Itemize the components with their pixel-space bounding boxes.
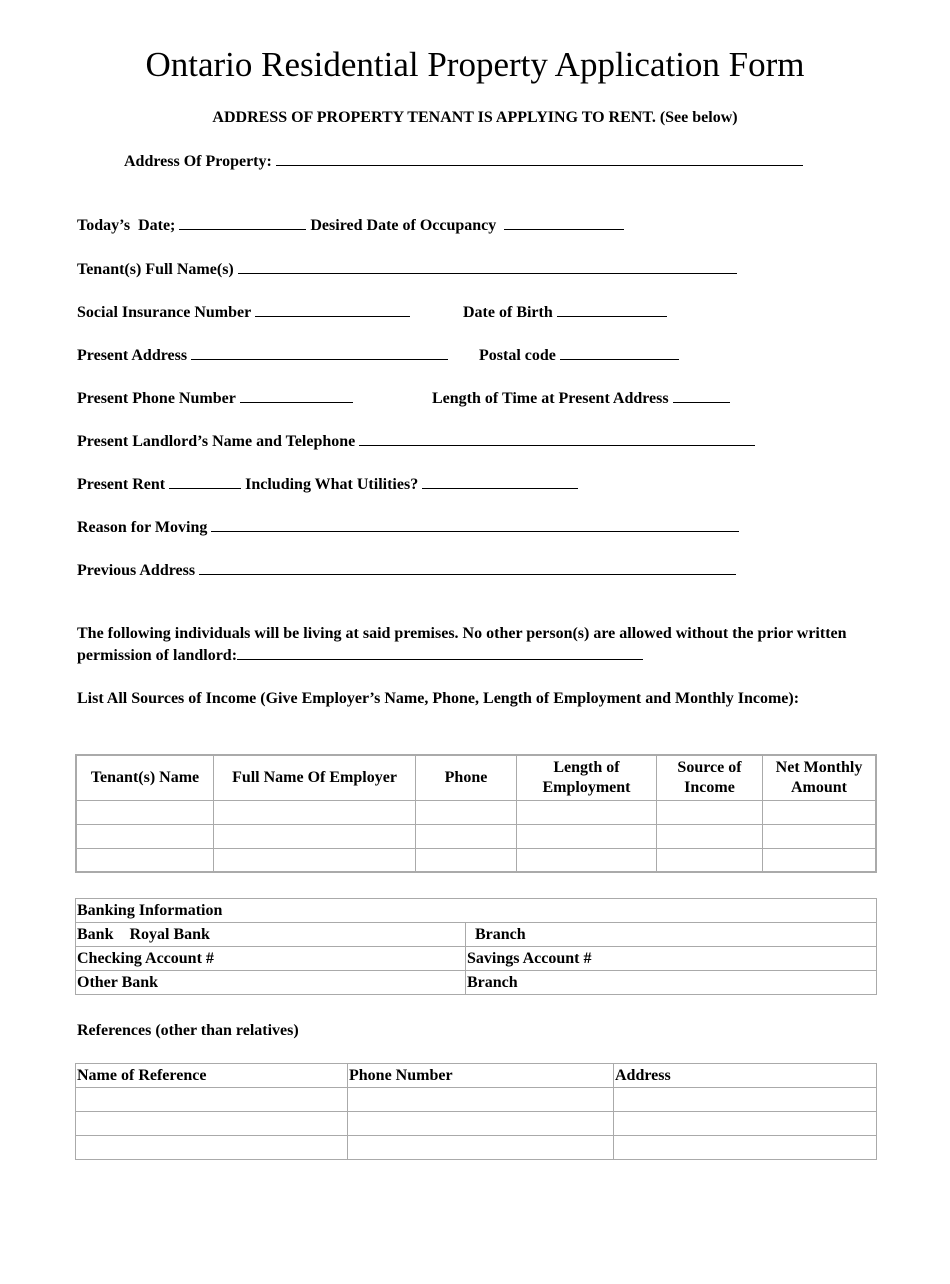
table-cell[interactable] xyxy=(657,800,763,824)
present-address-row xyxy=(77,346,448,366)
postal-code-row xyxy=(479,346,679,366)
sin-dob-row xyxy=(77,303,410,323)
references-table xyxy=(75,1063,877,1160)
desired-date-field[interactable] xyxy=(504,216,624,230)
landlord-label: Present Landlord’s Name and Telephone xyxy=(77,433,356,450)
savings-label: Savings Account # xyxy=(467,950,592,967)
reason-moving-row xyxy=(77,518,739,538)
banking-table xyxy=(75,898,877,995)
table-row xyxy=(76,1088,877,1112)
present-rent-field[interactable] xyxy=(169,475,241,489)
income-header-tenant: Tenant(s) Name xyxy=(76,755,214,800)
occupants-paragraph xyxy=(77,623,877,667)
tenant-names-row xyxy=(77,260,737,280)
desired-date-label: Desired Date of Occupancy xyxy=(310,217,497,234)
branch-label: Branch xyxy=(475,926,526,943)
table-cell[interactable] xyxy=(657,824,763,848)
checking-cell[interactable] xyxy=(76,947,466,971)
table-cell[interactable] xyxy=(614,1112,877,1136)
todays-date-field[interactable] xyxy=(179,216,306,230)
table-row xyxy=(76,800,876,824)
postal-code-label: Postal code xyxy=(479,347,556,364)
ref-header-name: Name of Reference xyxy=(76,1064,348,1088)
sin-field[interactable] xyxy=(255,303,410,317)
savings-cell[interactable] xyxy=(466,947,877,971)
tenant-names-label: Tenant(s) Full Name(s) xyxy=(77,261,234,278)
table-row xyxy=(76,824,876,848)
table-cell[interactable] xyxy=(763,824,877,848)
address-of-property-field[interactable] xyxy=(276,152,803,166)
income-table-header-row xyxy=(76,755,876,800)
bank-value: Royal Bank xyxy=(129,926,210,943)
table-cell[interactable] xyxy=(76,1112,348,1136)
table-cell[interactable] xyxy=(214,824,416,848)
other-bank-cell[interactable] xyxy=(76,971,466,995)
todays-date-label: Today’s Date; xyxy=(77,217,176,234)
occupants-field[interactable] xyxy=(237,646,643,660)
table-cell[interactable] xyxy=(76,848,214,872)
table-cell[interactable] xyxy=(416,800,517,824)
previous-address-label: Previous Address xyxy=(77,562,196,579)
table-cell[interactable] xyxy=(517,800,657,824)
income-header-phone: Phone xyxy=(416,755,517,800)
table-row xyxy=(76,1112,877,1136)
present-phone-field[interactable] xyxy=(240,389,353,403)
previous-address-field[interactable] xyxy=(199,561,736,575)
table-cell[interactable] xyxy=(348,1112,614,1136)
dob-row xyxy=(463,303,667,323)
income-header-employer: Full Name Of Employer xyxy=(214,755,416,800)
bank-cell[interactable] xyxy=(76,923,466,947)
present-address-label: Present Address xyxy=(77,347,188,364)
address-of-property-label: Address Of Property: xyxy=(124,153,272,170)
table-cell[interactable] xyxy=(657,848,763,872)
table-cell[interactable] xyxy=(416,848,517,872)
table-cell[interactable] xyxy=(76,800,214,824)
reason-moving-field[interactable] xyxy=(211,518,739,532)
dates-row xyxy=(77,216,624,236)
address-of-property-row xyxy=(124,152,803,172)
income-header-length: Length of Employment xyxy=(517,755,657,800)
other-bank-row xyxy=(76,971,877,995)
rent-row xyxy=(77,475,578,495)
branch-cell[interactable] xyxy=(466,923,877,947)
page-subtitle: ADDRESS OF PROPERTY TENANT IS APPLYING TO RENT. (See below) xyxy=(212,109,738,126)
table-cell[interactable] xyxy=(214,800,416,824)
tenant-names-field[interactable] xyxy=(238,260,737,274)
references-header-row xyxy=(76,1064,877,1088)
dob-field[interactable] xyxy=(557,303,667,317)
table-cell[interactable] xyxy=(614,1136,877,1160)
bank-row xyxy=(76,923,877,947)
income-paragraph: List All Sources of Income (Give Employer’s Name, Phone, Length of Employment and Monthly Income): xyxy=(77,690,800,707)
banking-heading: Banking Information xyxy=(76,899,877,923)
sin-label: Social Insurance Number xyxy=(77,304,251,321)
postal-code-field[interactable] xyxy=(560,346,679,360)
length-time-field[interactable] xyxy=(673,389,730,403)
table-cell[interactable] xyxy=(76,1088,348,1112)
bank-label: Bank xyxy=(77,926,114,943)
income-table xyxy=(75,754,877,873)
dob-label: Date of Birth xyxy=(463,304,553,321)
table-row xyxy=(76,848,876,872)
length-time-row xyxy=(432,389,730,409)
occupants-text: The following individuals will be living at said premises. No other person(s) are allowed without the prior written permission of landlord: xyxy=(77,625,847,664)
accounts-row xyxy=(76,947,877,971)
present-phone-label: Present Phone Number xyxy=(77,390,236,407)
length-time-label: Length of Time at Present Address xyxy=(432,390,669,407)
income-header-source: Source of Income xyxy=(657,755,763,800)
ref-header-phone: Phone Number xyxy=(348,1064,614,1088)
income-header-amount: Net Monthly Amount xyxy=(763,755,877,800)
references-heading: References (other than relatives) xyxy=(77,1022,299,1039)
landlord-row xyxy=(77,432,755,452)
branch2-label: Branch xyxy=(467,974,518,991)
present-phone-row xyxy=(77,389,353,409)
table-cell[interactable] xyxy=(763,848,877,872)
previous-address-row xyxy=(77,561,736,581)
table-cell[interactable] xyxy=(214,848,416,872)
banking-heading-row xyxy=(76,899,877,923)
table-cell[interactable] xyxy=(517,848,657,872)
table-cell[interactable] xyxy=(76,824,214,848)
landlord-field[interactable] xyxy=(359,432,755,446)
checking-label: Checking Account # xyxy=(77,950,214,967)
ref-header-address: Address xyxy=(614,1064,877,1088)
present-address-field[interactable] xyxy=(191,346,448,360)
utilities-label: Including What Utilities? xyxy=(245,476,419,493)
branch2-cell[interactable] xyxy=(466,971,877,995)
table-cell[interactable] xyxy=(517,824,657,848)
table-cell[interactable] xyxy=(614,1088,877,1112)
page-title: Ontario Residential Property Application Form xyxy=(145,45,805,84)
present-rent-label: Present Rent xyxy=(77,476,166,493)
other-bank-label: Other Bank xyxy=(77,974,159,991)
table-cell[interactable] xyxy=(348,1088,614,1112)
reason-moving-label: Reason for Moving xyxy=(77,519,208,536)
utilities-field[interactable] xyxy=(422,475,578,489)
table-cell[interactable] xyxy=(416,824,517,848)
table-cell[interactable] xyxy=(348,1136,614,1160)
table-cell[interactable] xyxy=(763,800,877,824)
table-row xyxy=(76,1136,877,1160)
table-cell[interactable] xyxy=(76,1136,348,1160)
